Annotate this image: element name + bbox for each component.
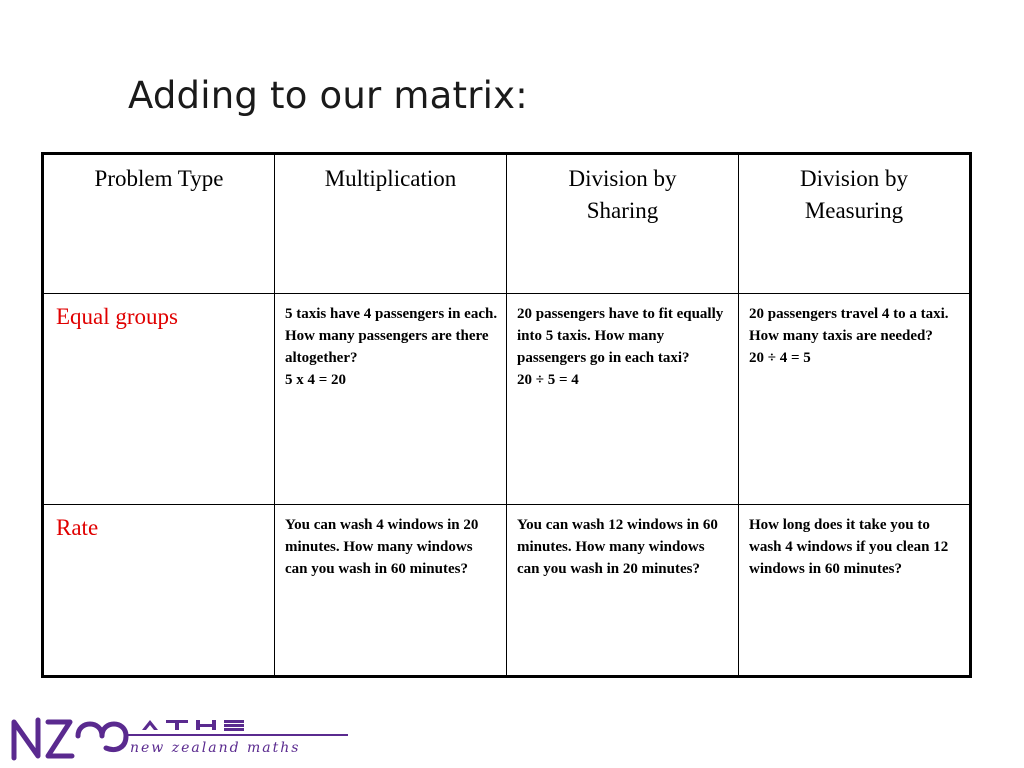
header-division-measuring: Division by Measuring: [739, 154, 971, 294]
cell-text: 20 ÷ 4 = 5: [749, 349, 811, 366]
cell-text: 20 passengers travel 4 to a taxi. How many taxis are needed?: [749, 305, 949, 344]
table-row-equal-groups: [43, 293, 971, 504]
cell-rate-multiplication: [275, 505, 507, 677]
row-label-rate: Rate: [43, 505, 275, 677]
cell-text: How many passengers are there altogether?: [285, 327, 489, 366]
cell-rate-measuring: [739, 505, 971, 677]
cell-text: 5 x 4 = 20: [285, 371, 347, 388]
cell-text: 20 passengers have to fit equally into 5 taxis. How many passengers go in each taxi?: [517, 305, 724, 366]
header-multiplication: Multiplication: [275, 154, 507, 294]
cell-text: You can wash 4 windows in 20 minutes. How many windows can you wash in 60 minutes?: [285, 517, 479, 577]
cell-text: 20 ÷ 5 = 4: [517, 371, 579, 388]
cell-text: How long does it take you to wash 4 windows if you clean 12 windows in 60 minutes?: [749, 517, 949, 577]
table-row-rate: [43, 505, 971, 677]
cell-rate-sharing: [507, 505, 739, 677]
problem-type-matrix: [41, 152, 972, 678]
header-row: [43, 154, 971, 294]
header-problem-type: Problem Type: [43, 154, 275, 294]
slide-title: Adding to our matrix:: [128, 74, 528, 117]
logo-tagline: new zealand maths: [130, 740, 301, 756]
nzmaths-logo: [8, 708, 348, 764]
cell-equal-groups-sharing: [507, 293, 739, 504]
cell-text: You can wash 12 windows in 60 minutes. How many windows can you wash in 20 minutes?: [517, 517, 718, 577]
cell-text: 5 taxis have 4 passengers in each.: [285, 305, 498, 322]
cell-equal-groups-measuring: [739, 293, 971, 504]
header-division-sharing: Division by Sharing: [507, 154, 739, 294]
cell-equal-groups-multiplication: [275, 293, 507, 504]
row-label-equal-groups: Equal groups: [43, 293, 275, 504]
